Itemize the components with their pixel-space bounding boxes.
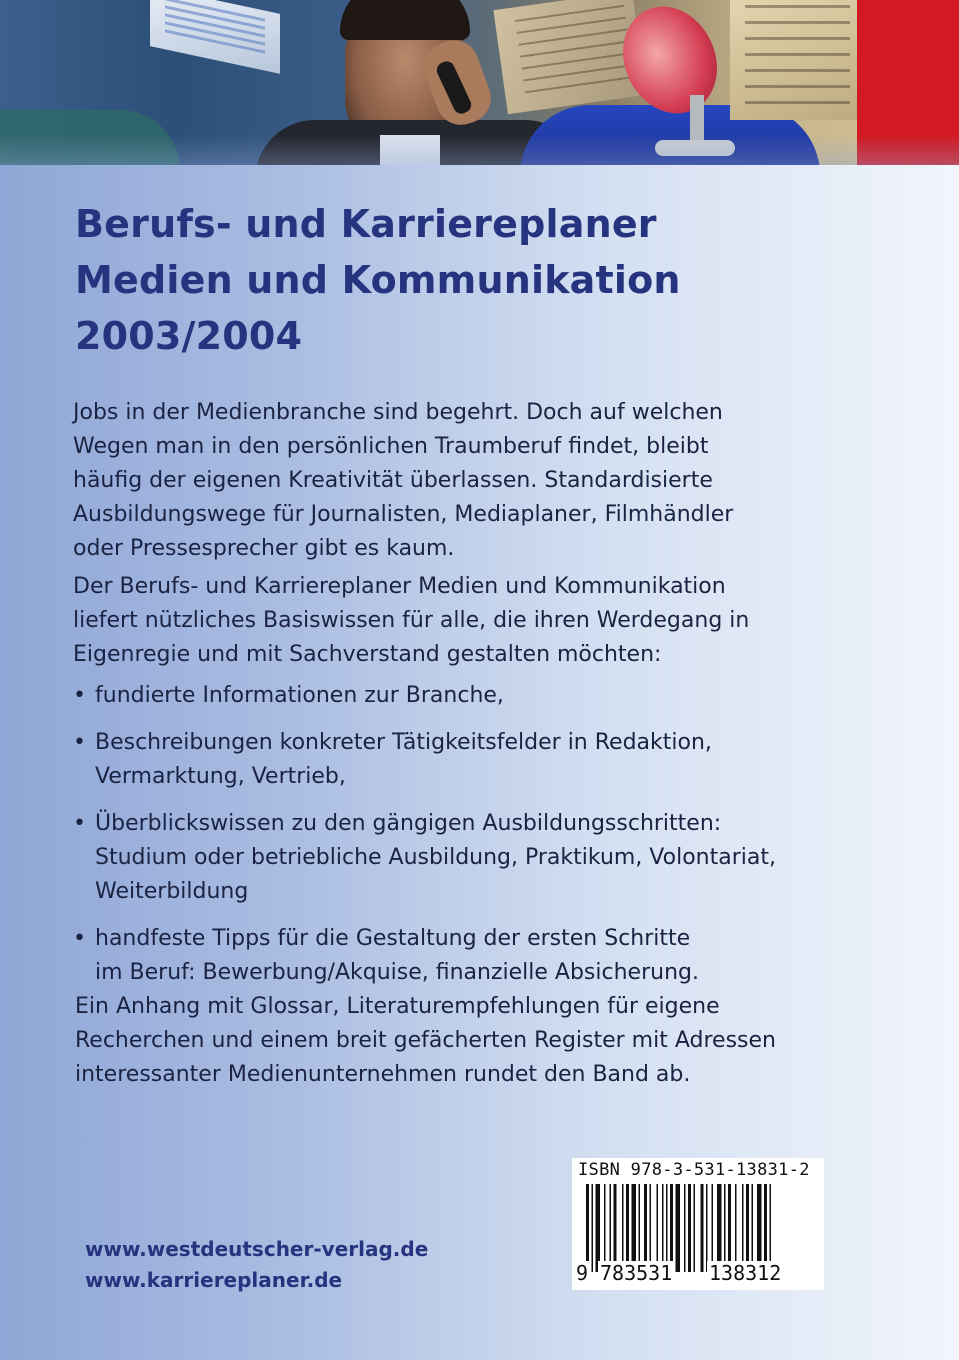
cover-photo — [0, 0, 959, 165]
newspaper-lettering — [515, 5, 635, 100]
feature-list — [73, 679, 776, 1003]
barcode-bar — [694, 1184, 696, 1272]
businessman-hair — [340, 0, 470, 40]
barcode-bar — [770, 1184, 772, 1272]
barcode-bar — [701, 1184, 704, 1272]
barcode-bar — [728, 1184, 731, 1272]
newspaper-lettering-2 — [745, 5, 850, 115]
barcode-bar — [676, 1184, 681, 1272]
barcode-bar — [596, 1184, 601, 1272]
banner-fade — [0, 135, 959, 165]
list-item: • handfeste Tipps für die Gestaltung der ersten Schritte im Beruf: Bewerbung/Akquise, finanzielle Absicherung. — [73, 922, 776, 990]
barcode-bar — [724, 1184, 726, 1272]
barcode-bar — [604, 1184, 606, 1272]
barcode-right-digits: 138312 — [709, 1261, 782, 1285]
barcode-bar — [764, 1184, 767, 1272]
list-item: • fundierte Informationen zur Branche, — [73, 679, 776, 713]
barcode-bar — [586, 1184, 589, 1272]
barcode-bar — [614, 1184, 617, 1272]
barcode-bar — [632, 1184, 637, 1272]
barcode-bar — [639, 1184, 641, 1272]
barcode-bar — [622, 1184, 624, 1272]
list-item: • Beschreibungen konkreter Tätigkeitsfelder in Redaktion, Vermarktung, Vertrieb, — [73, 726, 776, 794]
barcode-bar — [742, 1184, 744, 1272]
barcode-bar — [712, 1184, 714, 1272]
title-line-2: Medien und Kommunikation — [75, 258, 681, 302]
barcode-first-digit: 9 — [576, 1261, 589, 1285]
barcode-bar — [717, 1184, 722, 1272]
barcode-bar — [688, 1184, 691, 1272]
barcode-bar — [670, 1184, 673, 1272]
planner-url: www.karriereplaner.de — [85, 1268, 343, 1292]
barcode-bar — [757, 1184, 762, 1272]
barcode-bar — [735, 1184, 737, 1272]
barcode-left-digits: 783531 — [600, 1261, 673, 1285]
barcode-bar — [657, 1184, 659, 1272]
barcode-bar — [706, 1184, 708, 1272]
barcode-bar — [662, 1184, 664, 1272]
isbn-label: ISBN 978-3-531-13831-2 — [578, 1160, 810, 1180]
barcode-bar — [610, 1184, 612, 1272]
isbn-barcode — [572, 1158, 824, 1290]
title-line-3: 2003/2004 — [75, 314, 303, 358]
title-line-1: Berufs- und Karriereplaner — [75, 202, 657, 246]
intro-paragraph: Jobs in der Medienbranche sind begehrt. Doch auf welchen Wegen man in den persönlichen Traumberuf findet, bleibt häufig der eigenen Kreativität überlassen. Standardisierte Ausbildungswege für Journalisten, Mediaplaner, Filmhändler oder Pressesprecher gibt es kaum. — [73, 400, 734, 561]
barcode-bar — [626, 1184, 629, 1272]
barcode-bar — [650, 1184, 652, 1272]
barcode-bar — [644, 1184, 647, 1272]
barcode-bar — [592, 1184, 594, 1272]
barcode-bar — [752, 1184, 754, 1272]
appendix-paragraph: Ein Anhang mit Glossar, Literaturempfehlungen für eigene Recherchen und einem breit gefächerten Register mit Adressen interessanter Medienunternehmen rundet den Band ab. — [75, 994, 776, 1087]
barcode-bar — [666, 1184, 668, 1272]
barcode-bars — [586, 1184, 814, 1272]
description-paragraph: Der Berufs- und Karriereplaner Medien und Kommunikation liefert nützliches Basiswissen für alle, die ihren Werdegang in Eigenregie und mit Sachverstand gestalten möchten: — [73, 574, 750, 667]
website-links — [85, 1234, 428, 1296]
publisher-url: www.westdeutscher-verlag.de — [85, 1237, 429, 1261]
barcode-bar — [746, 1184, 749, 1272]
list-item: • Überblickswissen zu den gängigen Ausbildungsschritten: Studium oder betriebliche Ausbildung, Praktikum, Volontariat, Weiterbildung — [73, 807, 776, 909]
barcode-bar — [684, 1184, 686, 1272]
book-title — [75, 196, 681, 364]
